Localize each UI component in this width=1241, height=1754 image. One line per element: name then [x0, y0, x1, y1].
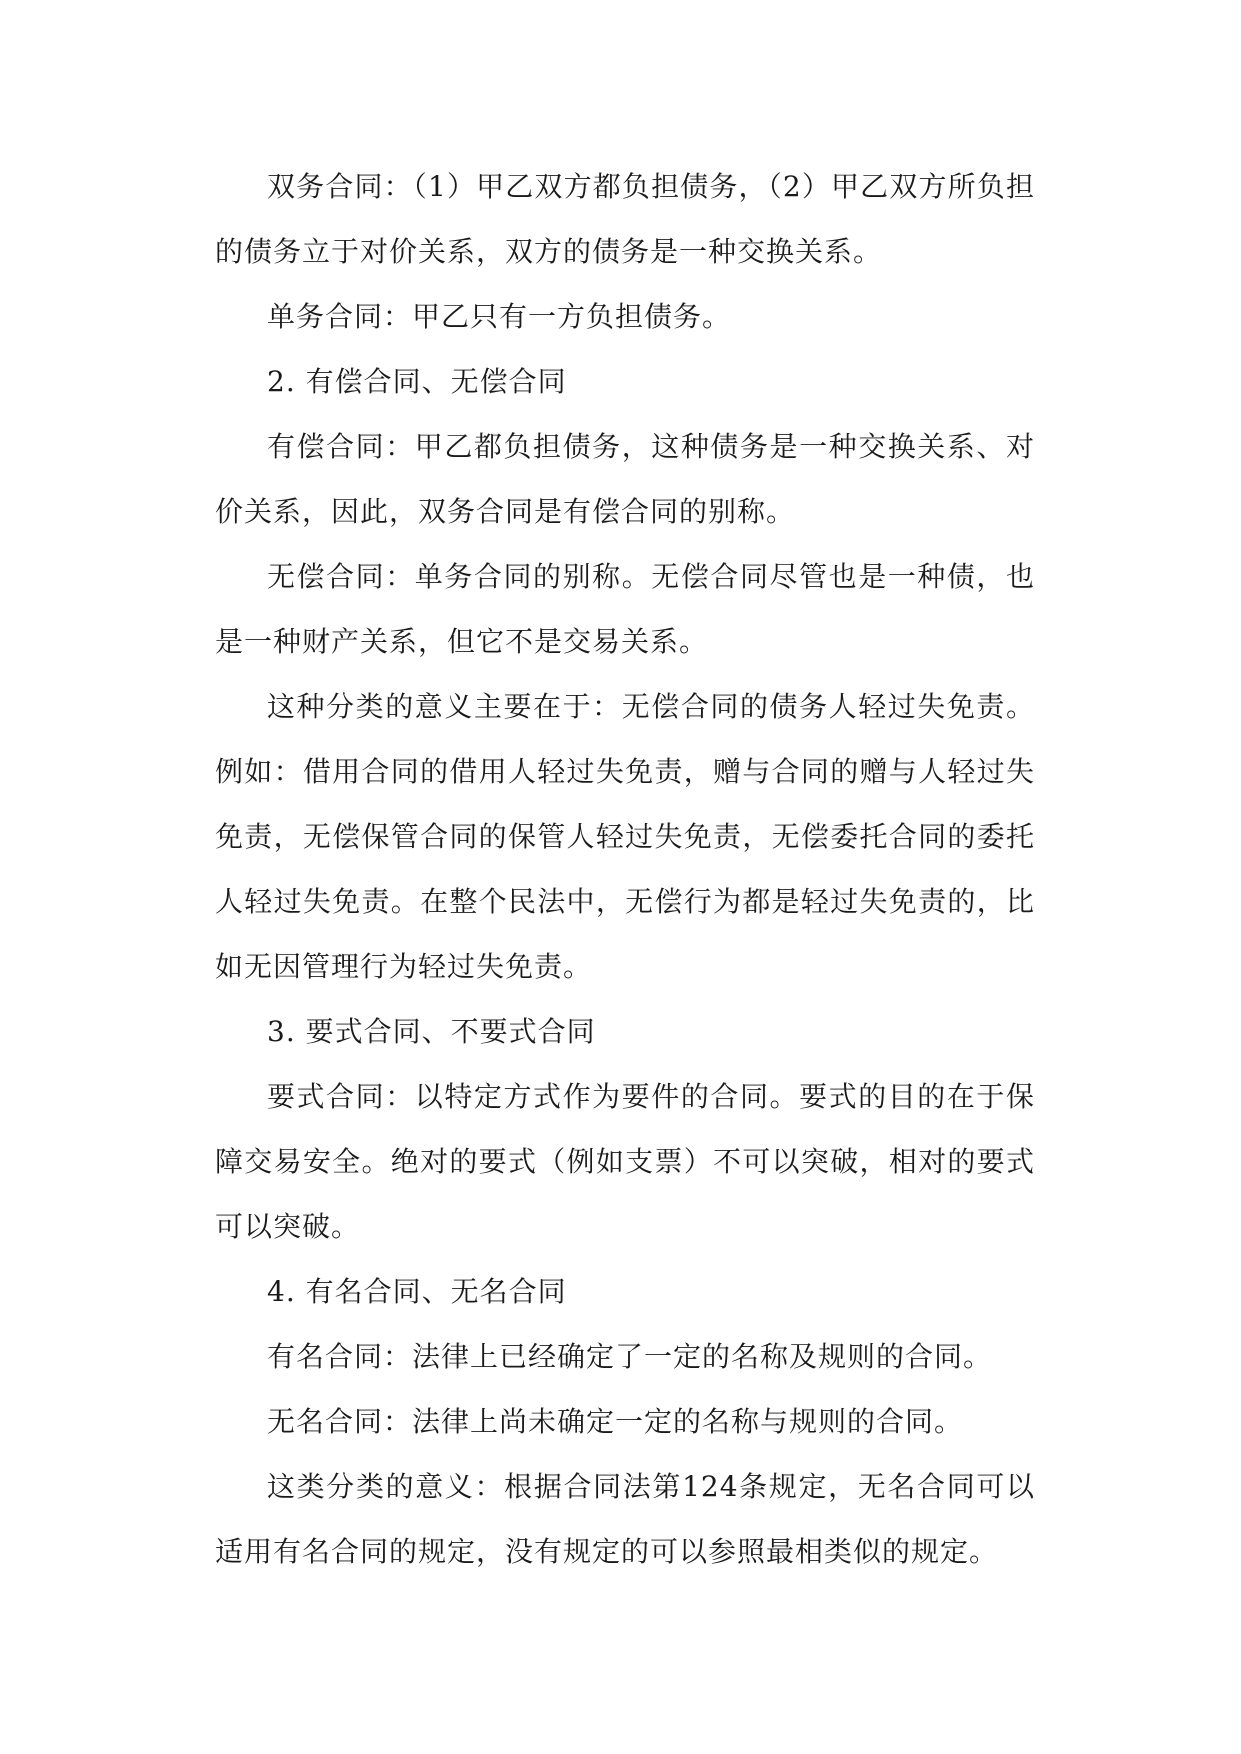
heading-formal-informal-contracts: 3. 要式合同、不要式合同 [267, 1015, 596, 1048]
document-body [215, 154, 1035, 1584]
paragraph-bilateral-contract: 双务合同：（1）甲乙双方都负担债务，（2）甲乙双方所负担的债务立于对价关系，双方的债务是一种交换关系。 [215, 170, 1035, 268]
paragraph-unilateral-contract: 单务合同：甲乙只有一方负担债务。 [267, 300, 732, 333]
paragraph-unnamed-contract: 无名合同：法律上尚未确定一定的名称与规则的合同。 [267, 1405, 964, 1438]
heading-named-unnamed-contracts: 4. 有名合同、无名合同 [267, 1275, 567, 1308]
paragraph-paid-contract: 有偿合同：甲乙都负担债务，这种债务是一种交换关系、对价关系，因此，双务合同是有偿合同的别称。 [215, 430, 1035, 528]
paragraph-named-classification-significance: 这类分类的意义：根据合同法第124条规定，无名合同可以适用有名合同的规定，没有规定的可以参照最相类似的规定。 [215, 1470, 1035, 1568]
paragraph-formal-contract: 要式合同：以特定方式作为要件的合同。要式的目的在于保障交易安全。绝对的要式（例如支票）不可以突破，相对的要式可以突破。 [215, 1080, 1035, 1243]
heading-paid-unpaid-contracts: 2. 有偿合同、无偿合同 [267, 365, 567, 398]
paragraph-classification-significance: 这种分类的意义主要在于：无偿合同的债务人轻过失免责。例如：借用合同的借用人轻过失免责，赠与合同的赠与人轻过失免责，无偿保管合同的保管人轻过失免责，无偿委托合同的委托人轻过失免责。在整个民法中，无偿行为都是轻过失免责的，比如无因管理行为轻过失免责。 [215, 690, 1035, 983]
paragraph-unpaid-contract: 无偿合同：单务合同的别称。无偿合同尽管也是一种债，也是一种财产关系，但它不是交易关系。 [215, 560, 1035, 658]
paragraph-named-contract: 有名合同：法律上已经确定了一定的名称及规则的合同。 [267, 1340, 993, 1373]
